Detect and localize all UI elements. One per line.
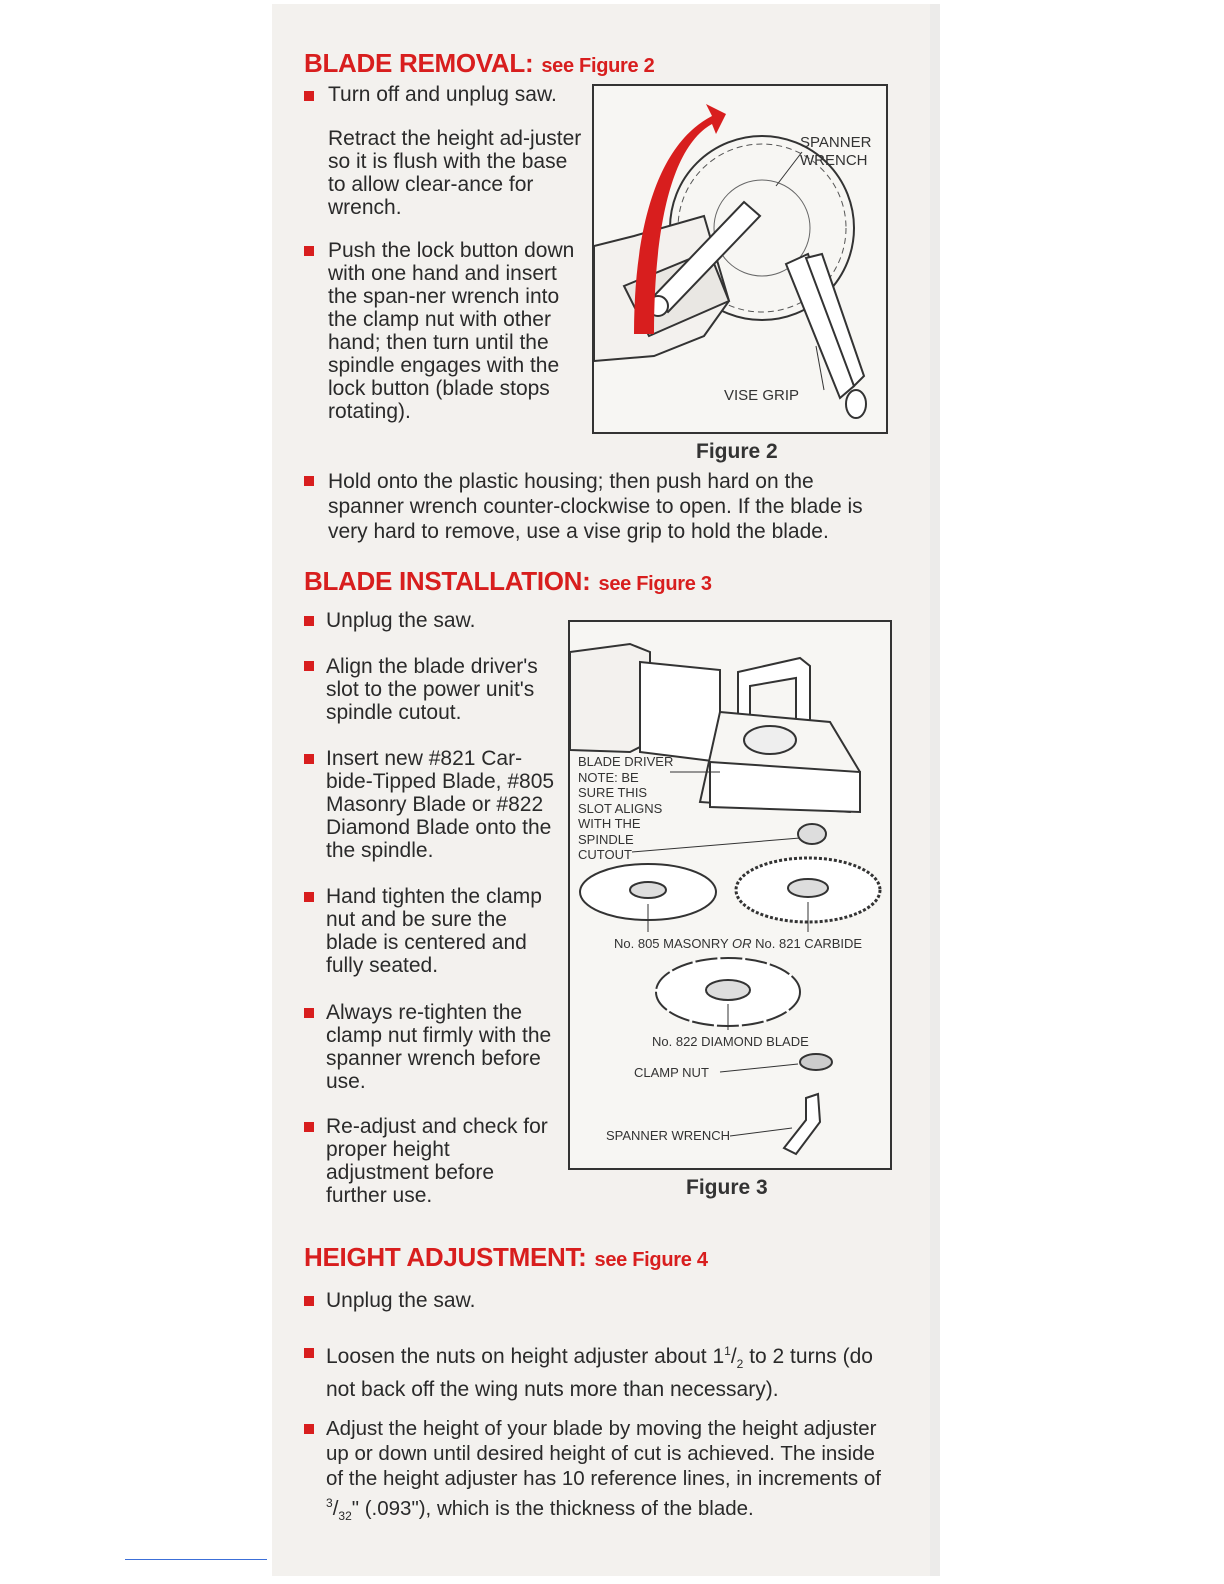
blade-removal-heading — [304, 48, 654, 79]
blade-options-label — [614, 936, 862, 951]
height-adjustment-title: HEIGHT ADJUSTMENT: — [304, 1242, 587, 1272]
bullet-marker — [304, 892, 318, 902]
removal-step-2: Push the lock button down with one hand and insert the span-ner wrench into the clamp nut with other hand; then turn until the spindle engages with the lock button (blade stops rotating). — [328, 239, 575, 423]
blade-installation-see-ref: see Figure 3 — [598, 573, 712, 595]
bullet-marker — [304, 661, 318, 671]
blade-assembly-drawing — [570, 622, 890, 1168]
install-step-1: Unplug the saw. — [326, 609, 476, 632]
or-label: OR — [732, 936, 752, 951]
diamond-blade-label: No. 822 DIAMOND BLADE — [652, 1034, 809, 1049]
install-step-6: Re-adjust and check for proper height adjustment before further use. — [326, 1115, 548, 1207]
blade-installation-title: BLADE INSTALLATION: — [304, 566, 591, 596]
blade-removal-title: BLADE REMOVAL: — [304, 48, 534, 78]
height-adjustment-heading — [304, 1242, 708, 1273]
bullet-marker — [304, 246, 318, 256]
install-step-2: Align the blade driver's slot to the power unit's spindle cutout. — [326, 655, 538, 724]
bullet-marker — [304, 1424, 318, 1434]
footer-rule — [125, 1559, 267, 1560]
bullet-marker — [304, 1348, 318, 1358]
install-step-4: Hand tighten the clamp nut and be sure the blade is centered and fully seated. — [326, 885, 542, 977]
height-adjustment-see-ref: see Figure 4 — [594, 1249, 708, 1271]
figure-2-caption: Figure 2 — [696, 440, 778, 463]
clamp-nut-label: CLAMP NUT — [634, 1065, 709, 1080]
height-step-1: Unplug the saw. — [326, 1289, 476, 1312]
carbide-blade-label: No. 821 CARBIDE — [755, 936, 863, 951]
bullet-marker — [304, 616, 318, 626]
figure-3-illustration — [568, 620, 892, 1170]
spanner-wrench-label: SPANNER WRENCH — [800, 134, 872, 169]
height-step-2: Loosen the nuts on height adjuster about $1^1/_2$ to 2 turns (do not back off the wing nuts more than necessary). — [326, 1344, 873, 1402]
bullet-marker — [304, 1008, 318, 1018]
bullet-marker — [304, 754, 318, 764]
install-step-5: Always re-tighten the clamp nut firmly with the spanner wrench before use. — [326, 1001, 552, 1093]
bullet-marker — [304, 1122, 318, 1132]
figure-3-caption: Figure 3 — [686, 1176, 768, 1199]
bullet-marker — [304, 1296, 318, 1306]
masonry-blade-label: No. 805 MASONRY — [614, 936, 729, 951]
bullet-marker — [304, 91, 318, 101]
blade-installation-heading — [304, 566, 712, 597]
page-edge-shadow — [930, 4, 940, 1576]
removal-step-1-note: Retract the height ad-juster so it is flush with the base to allow clear-ance for wrench. — [328, 127, 582, 219]
install-step-3: Insert new #821 Car-bide-Tipped Blade, #805 Masonry Blade or #822 Diamond Blade onto the the spindle. — [326, 747, 555, 862]
blade-driver-note: BLADE DRIVER NOTE: BE SURE THIS SLOT ALIGNS WITH THE SPINDLE CUTOUT — [578, 754, 674, 862]
spanner-wrench-label: SPANNER WRENCH — [606, 1128, 730, 1143]
bullet-marker — [304, 476, 318, 486]
blade-removal-see-ref: see Figure 2 — [541, 55, 655, 77]
figure-2-illustration — [592, 84, 888, 434]
vise-grip-label: VISE GRIP — [724, 387, 800, 404]
removal-step-1: Turn off and unplug saw. — [328, 83, 557, 106]
height-step-3: Adjust the height of your blade by moving the height adjuster up or down until desired height of cut is achieved. The inside of the height adjuster has 10 reference lines, in increments of $^3/_{32}$" (.093"), which is the thickness of the blade. — [326, 1417, 881, 1523]
removal-step-3: Hold onto the plastic housing; then push hard on the spanner wrench counter-clockwise to open. If the blade is very hard to remove, use a vise grip to hold the blade. — [328, 470, 863, 543]
